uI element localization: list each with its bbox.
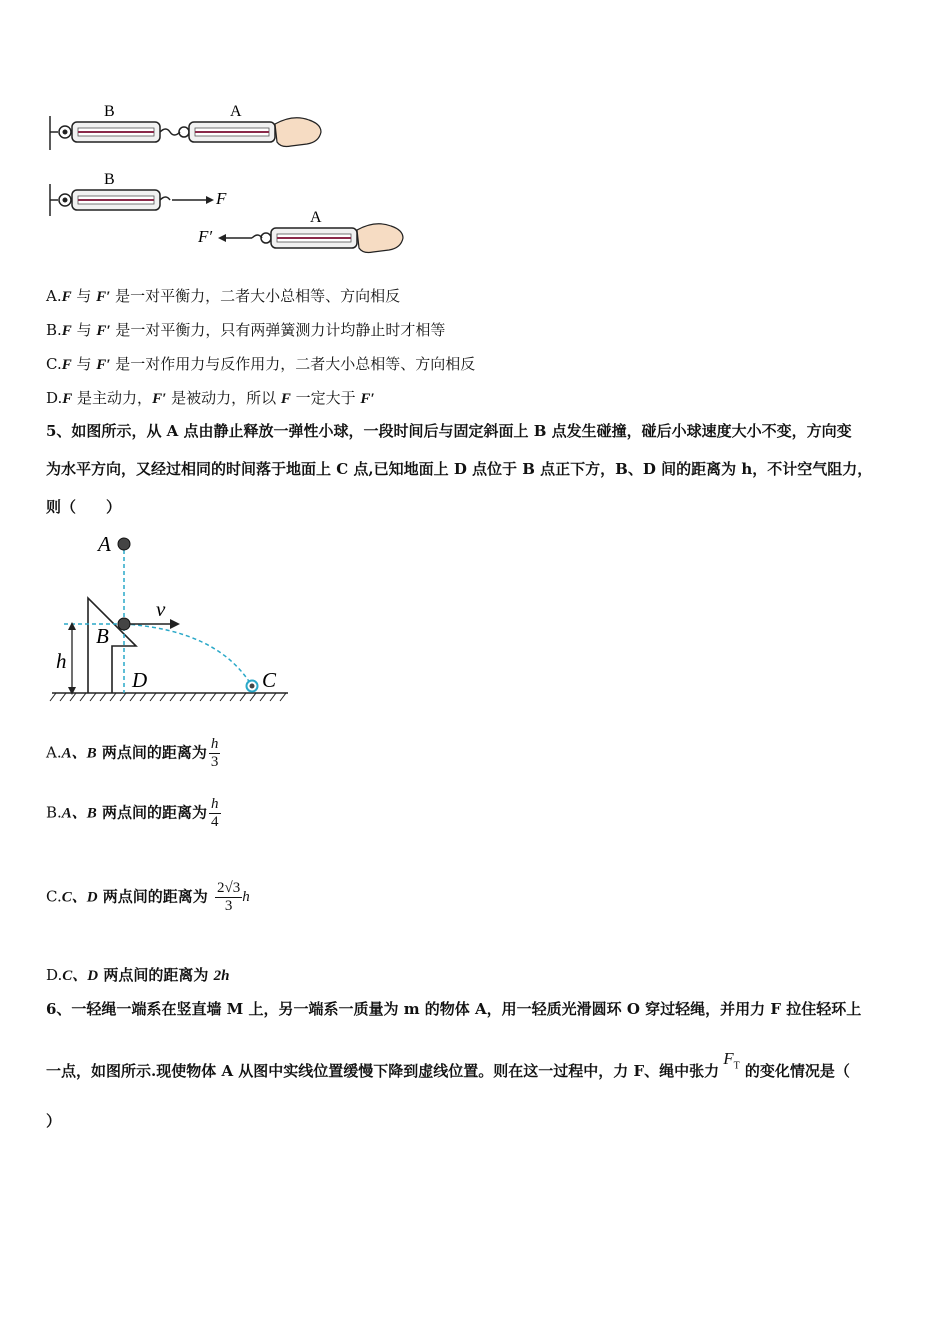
projectile-figure — [48, 530, 293, 705]
q4-option-a: A.F 与 F′ 是一对平衡力，二者大小总相等、方向相反 — [46, 287, 401, 305]
label-b-top: B — [104, 103, 115, 120]
label-c: C — [262, 668, 277, 692]
q6-line-2: 一点，如图所示.现使物体 A 从图中实线位置缓慢下降到虚线位置。则在这一过程中，力 F、绳中张力$F_T$ 的变化情况是（ — [46, 1049, 850, 1080]
label-f: F — [216, 189, 227, 208]
q6-line-1: 6、一轻绳一端系在竖直墙 M 上，另一端系一质量为 m 的物体 A，用一轻质光滑圆环 O 穿过轻绳，并用力 F 拉住轻环上 — [46, 1000, 862, 1018]
label-a: A — [98, 532, 111, 556]
label-h: h — [56, 649, 67, 673]
q4-option-d: D.F 是主动力，F′ 是被动力，所以 F 一定大于 F′ — [46, 389, 375, 407]
tension-symbol: $F_T$ — [723, 1049, 740, 1072]
label-a-top: A — [230, 103, 242, 120]
q5-line-2: 为水平方向，又经过相同的时间落于地面上 C 点,已知地面上 D 点位于 B 点正下方，B、D 间的距离为 h，不计空气阻力， — [46, 460, 873, 478]
label-d: D — [132, 668, 148, 692]
label-b: B — [96, 624, 109, 648]
q5-option-c: C.C、D 两点间的距离为 $\frac{2√3}{3}$ h — [46, 880, 250, 914]
q5-option-a: A.A、B 两点间的距离为 $\frac{h}{3}$ — [46, 736, 219, 770]
fraction-h-over-4: $\frac{h}{4}$ — [211, 796, 219, 830]
q5-option-b: B.A、B 两点间的距离为 $\frac{h}{4}$ — [46, 796, 219, 830]
q5-option-d: D.C、D 两点间的距离为 2h — [46, 966, 230, 984]
label-v: v — [156, 597, 166, 621]
q6-line-3: ） — [46, 1112, 62, 1130]
label-a-bottom: A — [310, 209, 322, 226]
spring-balance-figure — [44, 100, 414, 262]
fraction-h-over-3: $\frac{h}{3}$ — [210, 736, 219, 770]
q4-option-c: C.F 与 F′ 是一对作用力与反作用力，二者大小总相等、方向相反 — [46, 355, 476, 373]
q5-stem — [46, 412, 908, 526]
label-b-mid: B — [104, 171, 115, 188]
q5-line-3: 则（ ） — [46, 498, 122, 516]
fraction-2sqrt3-over-3: $\frac{2√3}{3}$ — [217, 880, 241, 914]
label-f-prime: F′ — [198, 227, 213, 246]
q5-line-1: 5、如图所示，从 A 点由静止释放一弹性小球，一段时间后与固定斜面上 B 点发生碰撞，碰后小球速度大小不变，方向变 — [46, 422, 852, 440]
q4-option-b: B.F 与 F′ 是一对平衡力，只有两弹簧测力计均静止时才相等 — [46, 321, 446, 339]
